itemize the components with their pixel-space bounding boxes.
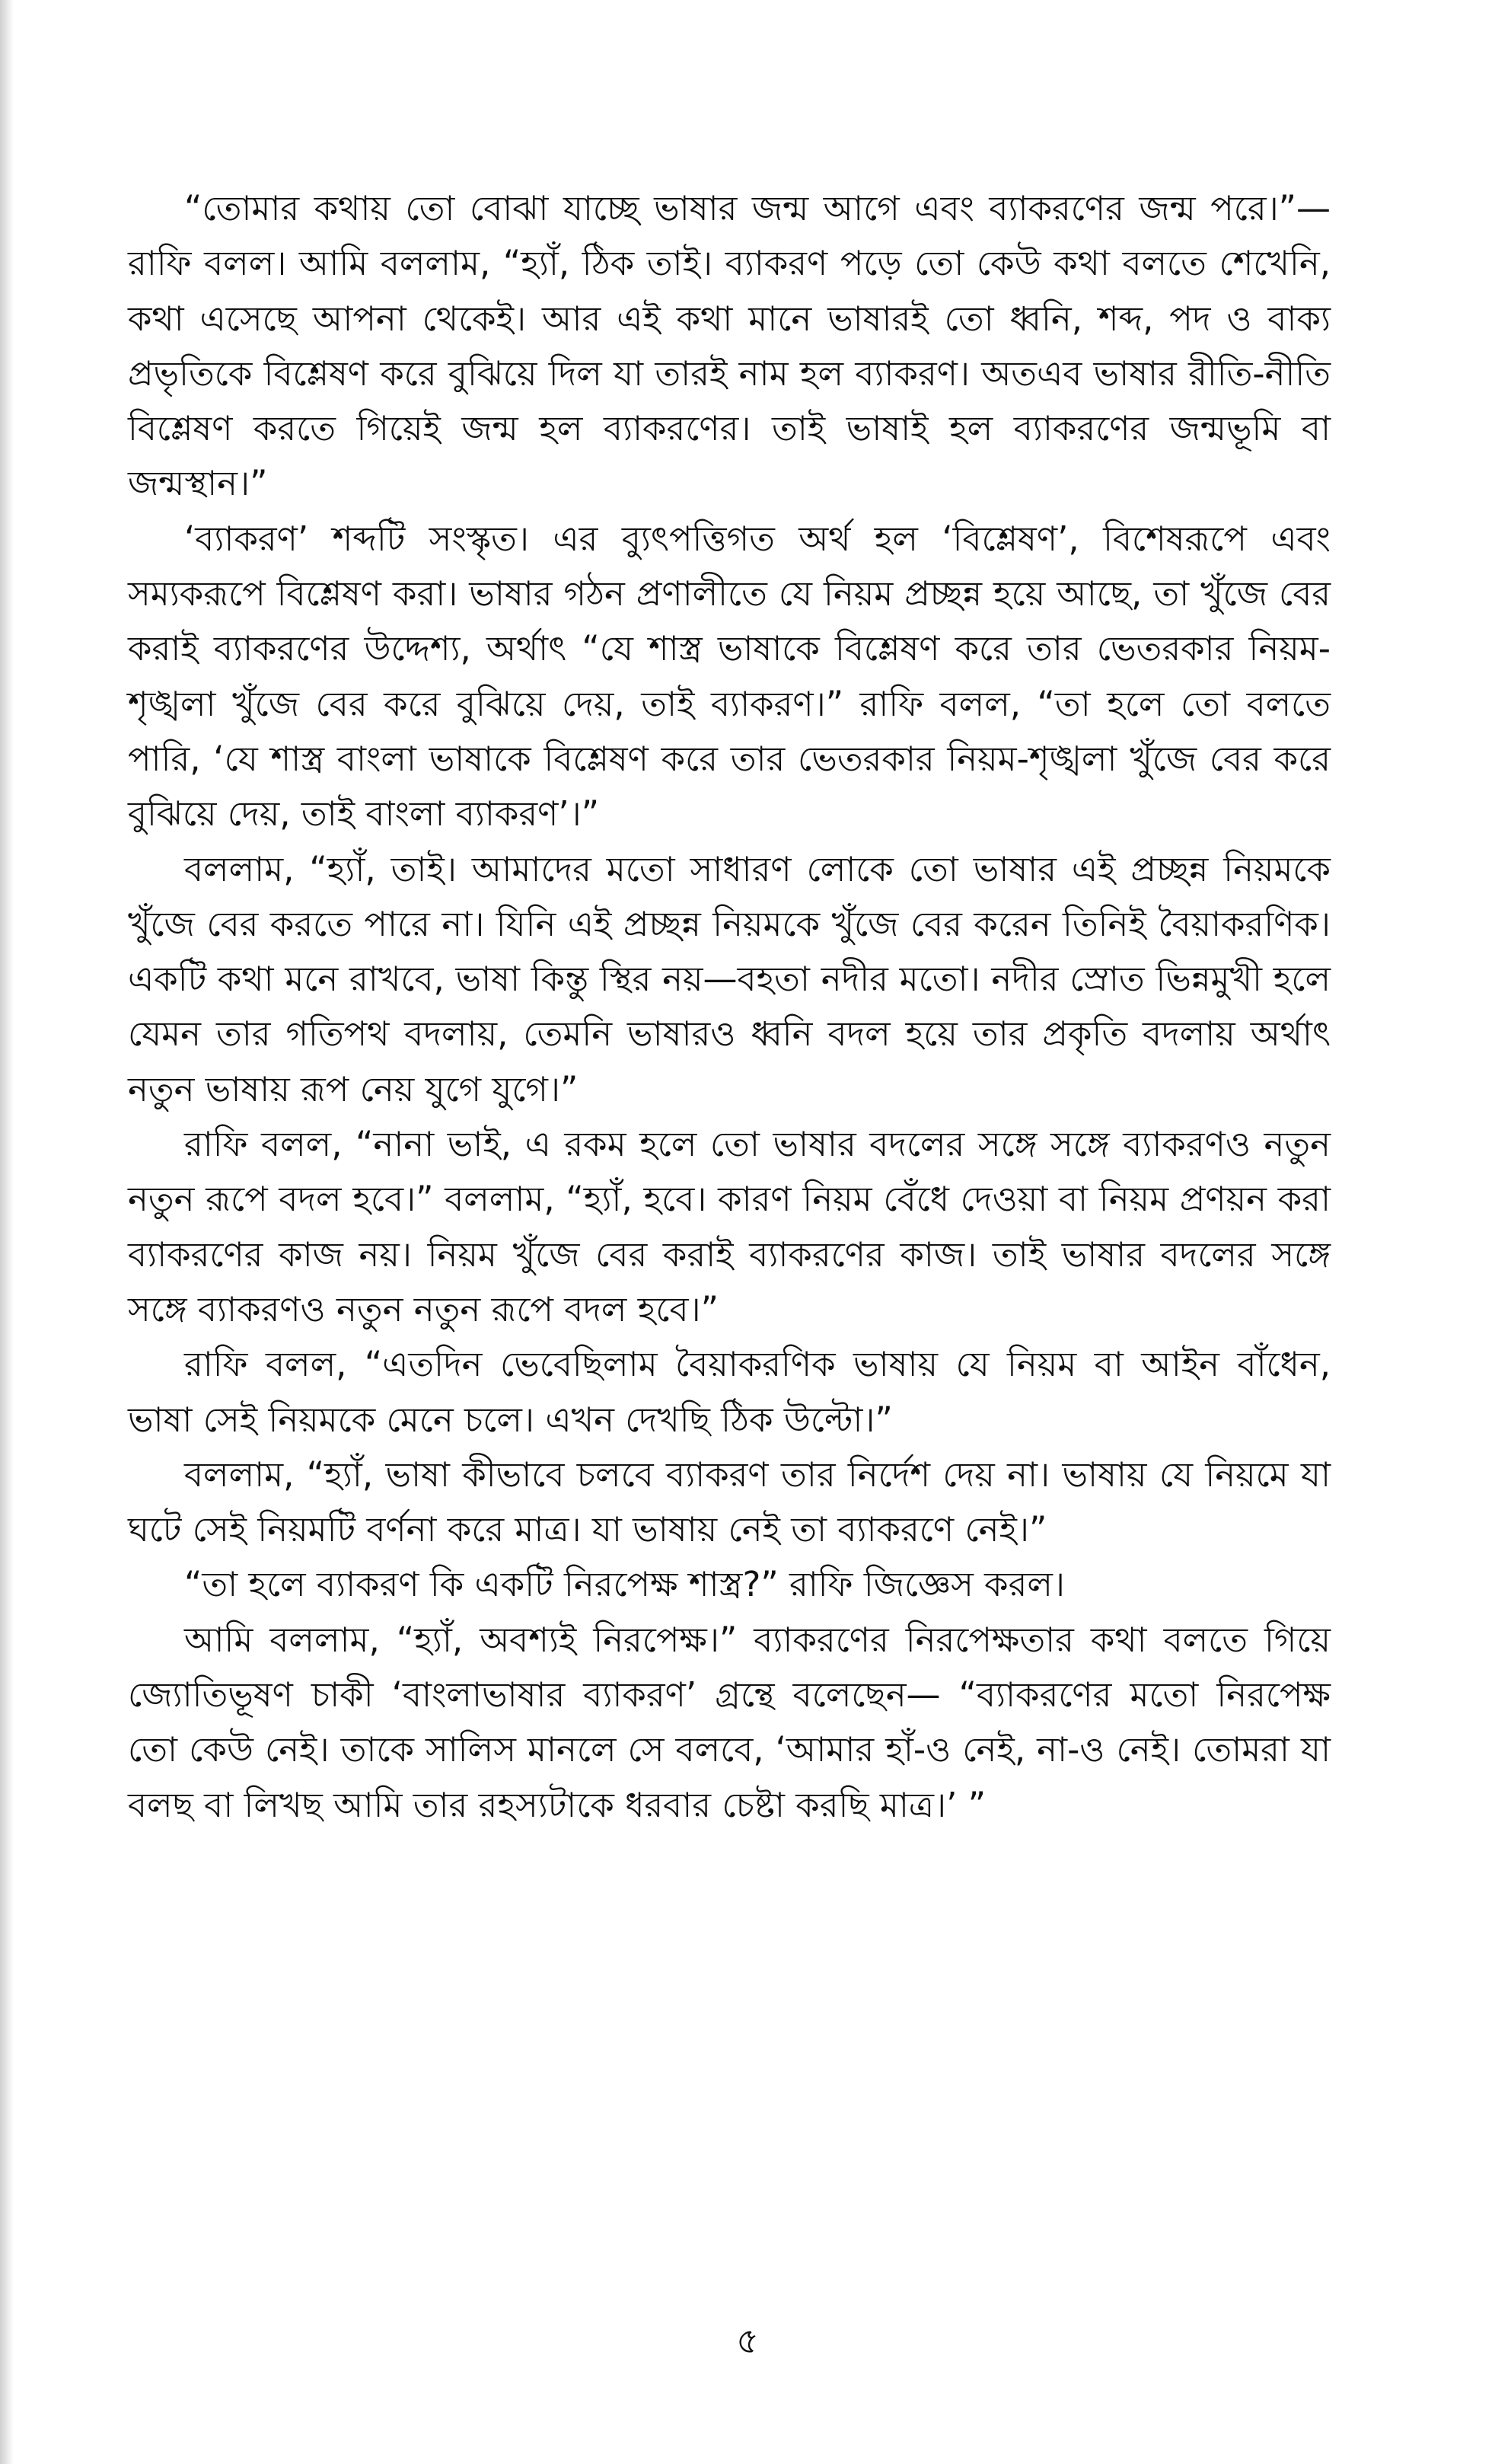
body-text: [128, 181, 1331, 1833]
paragraph: “তা হলে ব্যাকরণ কি একটি নিরপেক্ষ শাস্ত্র?” রাফি জিজ্ঞেস করল।: [184, 1564, 1066, 1605]
paragraph: “তোমার কথায় তো বোঝা যাচ্ছে ভাষার জন্ম আগে এবং ব্যাকরণের জন্ম পরে।”—রাফি বলল। আমি বললাম, “হ্যাঁ, ঠিক তাই। ব্যাকরণ পড়ে তো কেউ কথা বলতে শেখেনি, কথা এসেছে আপনা থেকেই। আর এই কথা মানে ভাষারই তো ধ্বনি, শব্দ, পদ ও বাক্য প্রভৃতিকে বিশ্লেষণ করে বুঝিয়ে দিল যা তারই নাম হল ব্যাকরণ। অতএব ভাষার রীতি-নীতি বিশ্লেষণ করতে গিয়েই জন্ম হল ব্যাকরণের। তাই ভাষাই হল ব্যাকরণের জন্মভূমি বা জন্মস্থান।”: [128, 188, 1331, 504]
paragraph: বললাম, “হ্যাঁ, ভাষা কীভাবে চলবে ব্যাকরণ তার নির্দেশ দেয় না। ভাষায় যে নিয়মে যা ঘটে সেই নিয়মটি বর্ণনা করে মাত্র। যা ভাষায় নেই তা ব্যাকরণে নেই।”: [128, 1454, 1331, 1550]
paragraph: রাফি বলল, “নানা ভাই, এ রকম হলে তো ভাষার বদলের সঙ্গে সঙ্গে ব্যাকরণও নতুন নতুন রূপে বদল হবে।” বললাম, “হ্যাঁ, হবে। কারণ নিয়ম বেঁধে দেওয়া বা নিয়ম প্রণয়ন করা ব্যাকরণের কাজ নয়। নিয়ম খুঁজে বের করাই ব্যাকরণের কাজ। তাই ভাষার বদলের সঙ্গে সঙ্গে ব্যাকরণও নতুন নতুন রূপে বদল হবে।”: [128, 1124, 1331, 1329]
paragraph: ‘ব্যাকরণ’ শব্দটি সংস্কৃত। এর ব্যুৎপত্তিগত অর্থ হল ‘বিশ্লেষণ’, বিশেষরূপে এবং সম্যকরূপে বিশ্লেষণ করা। ভাষার গঠন প্রণালীতে যে নিয়ম প্রচ্ছন্ন হয়ে আছে, তা খুঁজে বের করাই ব্যাকরণের উদ্দেশ্য, অর্থাৎ “যে শাস্ত্র ভাষাকে বিশ্লেষণ করে তার ভেতরকার নিয়ম-শৃঙ্খলা খুঁজে বের করে বুঝিয়ে দেয়, তাই ব্যাকরণ।” রাফি বলল, “তা হলে তো বলতে পারি, ‘যে শাস্ত্র বাংলা ভাষাকে বিশ্লেষণ করে তার ভেতরকার নিয়ম-শৃঙ্খলা খুঁজে বের করে বুঝিয়ে দেয়, তাই বাংলা ব্যাকরণ’।”: [128, 518, 1331, 835]
paragraph: বললাম, “হ্যাঁ, তাই। আমাদের মতো সাধারণ লোকে তো ভাষার এই প্রচ্ছন্ন নিয়মকে খুঁজে বের করতে পারে না। যিনি এই প্রচ্ছন্ন নিয়মকে খুঁজে বের করেন তিনিই বৈয়াকরণিক। একটি কথা মনে রাখবে, ভাষা কিন্তু স্থির নয়—বহতা নদীর মতো। নদীর স্রোত ভিন্নমুখী হলে যেমন তার গতিপথ বদলায়, তেমনি ভাষারও ধ্বনি বদল হয়ে তার প্রকৃতি বদলায় অর্থাৎ নতুন ভাষায় রূপ নেয় যুগে যুগে।”: [128, 848, 1331, 1109]
paragraph: আমি বললাম, “হ্যাঁ, অবশ্যই নিরপেক্ষ।” ব্যাকরণের নিরপেক্ষতার কথা বলতে গিয়ে জ্যোতিভূষণ চাকী ‘বাংলাভাষার ব্যাকরণ’ গ্রন্থে বলেছেন— “ব্যাকরণের মতো নিরপেক্ষ তো কেউ নেই। তাকে সালিস মানলে সে বলবে, ‘আমার হাঁ-ও নেই, না-ও নেই। তোমরা যা বলছ বা লিখছ আমি তার রহস্যটাকে ধরবার চেষ্টা করছি মাত্র।’ ”: [128, 1619, 1331, 1825]
page-edge-shadow: [0, 0, 14, 2464]
paragraph: রাফি বলল, “এতদিন ভেবেছিলাম বৈয়াকরণিক ভাষায় যে নিয়ম বা আইন বাঁধেন, ভাষা সেই নিয়মকে মেনে চলে। এখন দেখছি ঠিক উল্টো।”: [128, 1344, 1331, 1440]
page-number: ৫: [736, 2320, 759, 2361]
